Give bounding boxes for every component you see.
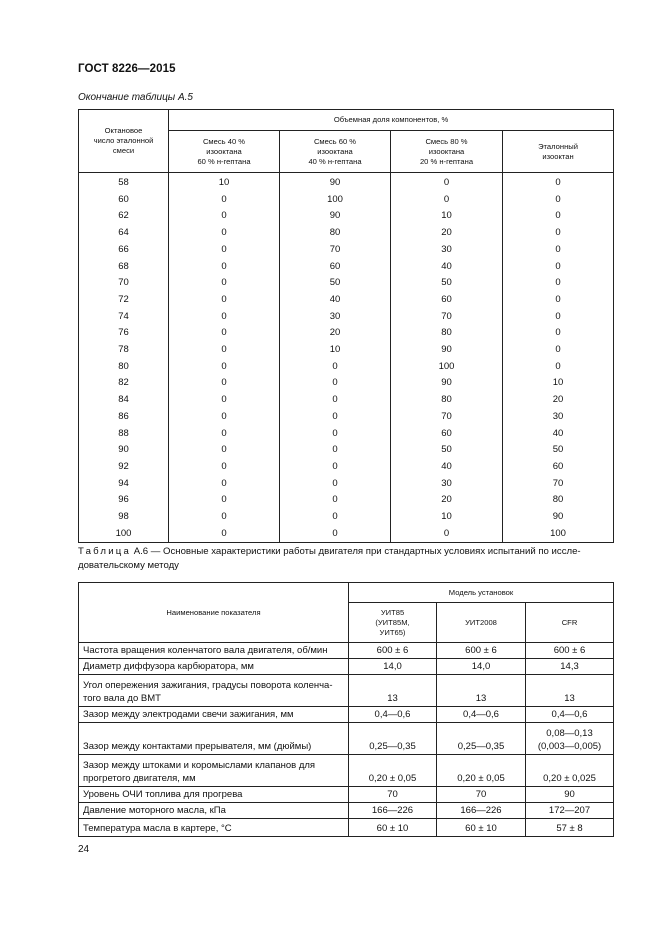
table-row: [79, 225, 614, 242]
volume-share-cell: 70: [391, 409, 503, 426]
table-row: [79, 342, 614, 359]
table-row: [79, 723, 614, 755]
model-value-cell: 13: [437, 675, 526, 707]
volume-share-cell: 60: [391, 426, 503, 443]
volume-share-cell: 0: [280, 359, 391, 376]
volume-share-cell: 100: [391, 359, 503, 376]
octane-number-cell: 66: [79, 242, 169, 259]
table-row: [79, 707, 614, 723]
table-a5-continuation-caption: Окончание таблицы А.5: [78, 92, 193, 103]
indicator-name-cell: Частота вращения коленчатого вала двигателя, об/мин: [79, 643, 349, 659]
table-row: [79, 208, 614, 225]
table-row: [79, 526, 614, 543]
volume-share-cell: 0: [503, 192, 614, 209]
model-value-cell: 600 ± 6: [349, 643, 437, 659]
octane-number-cell: 80: [79, 359, 169, 376]
table-a6-caption-label: Таблица: [78, 546, 132, 557]
table-row: [79, 819, 614, 837]
table-row: [79, 292, 614, 309]
volume-share-cell: 0: [169, 442, 280, 459]
volume-share-cell: 0: [169, 208, 280, 225]
table-row: [79, 309, 614, 326]
volume-share-cell: 0: [280, 492, 391, 509]
volume-share-cell: 10: [391, 208, 503, 225]
model-uit2008-header: УИТ2008: [437, 603, 526, 643]
model-value-cell: 13: [349, 675, 437, 707]
mix-40-header: Смесь 40 % изооктана 60 % н-гептана: [169, 131, 280, 173]
table-row: [79, 755, 614, 787]
volume-share-cell: 90: [391, 342, 503, 359]
table-a6-body: [79, 643, 614, 837]
volume-share-cell: 60: [280, 259, 391, 276]
volume-share-cell: 20: [280, 325, 391, 342]
table-row: [79, 409, 614, 426]
table-a5-body: [79, 173, 614, 543]
volume-share-cell: 30: [391, 476, 503, 493]
volume-share-cell: 0: [503, 173, 614, 192]
volume-share-cell: 50: [391, 275, 503, 292]
model-value-cell: 70: [437, 787, 526, 803]
volume-share-cell: 0: [169, 526, 280, 543]
octane-number-cell: 72: [79, 292, 169, 309]
volume-share-cell: 0: [169, 275, 280, 292]
table-row: [79, 509, 614, 526]
volume-share-cell: 50: [280, 275, 391, 292]
model-value-cell: 14,3: [526, 659, 614, 675]
octane-number-cell: 74: [79, 309, 169, 326]
volume-share-cell: 0: [169, 359, 280, 376]
volume-share-cell: 0: [169, 259, 280, 276]
volume-share-cell: 0: [280, 409, 391, 426]
table-row: [79, 492, 614, 509]
volume-share-cell: 0: [503, 325, 614, 342]
volume-share-cell: 20: [391, 492, 503, 509]
volume-share-cell: 0: [503, 275, 614, 292]
octane-number-cell: 90: [79, 442, 169, 459]
model-value-cell: 0,4—0,6: [349, 707, 437, 723]
volume-share-cell: 90: [280, 173, 391, 192]
octane-number-cell: 82: [79, 375, 169, 392]
model-value-cell: 60 ± 10: [437, 819, 526, 837]
volume-share-cell: 60: [391, 292, 503, 309]
indicator-name-cell: Зазор между электродами свечи зажигания, мм: [79, 707, 349, 723]
volume-share-cell: 10: [503, 375, 614, 392]
volume-share-cell: 90: [503, 509, 614, 526]
volume-share-cell: 0: [503, 292, 614, 309]
volume-share-cell: 0: [391, 192, 503, 209]
indicator-name-cell: Зазор между контактами прерывателя, мм (дюймы): [79, 723, 349, 755]
table-row: [79, 275, 614, 292]
volume-share-cell: 0: [169, 409, 280, 426]
table-row: [79, 442, 614, 459]
volume-share-cell: 20: [503, 392, 614, 409]
volume-share-cell: 0: [503, 208, 614, 225]
volume-share-cell: 0: [169, 426, 280, 443]
volume-share-cell: 0: [169, 342, 280, 359]
table-row: [79, 192, 614, 209]
volume-share-cell: 0: [169, 225, 280, 242]
volume-share-cell: 0: [280, 375, 391, 392]
indicator-name-cell: Уровень ОЧИ топлива для прогрева: [79, 787, 349, 803]
table-row: [79, 242, 614, 259]
volume-share-cell: 0: [503, 359, 614, 376]
volume-share-cell: 50: [503, 442, 614, 459]
model-value-cell: 166—226: [437, 803, 526, 819]
octane-number-cell: 64: [79, 225, 169, 242]
indicator-name-cell: Угол опережения зажигания, градусы поворота коленча-того вала до ВМТ: [79, 675, 349, 707]
octane-number-cell: 86: [79, 409, 169, 426]
volume-share-cell: 0: [280, 476, 391, 493]
octane-column-header: Октановое число эталонной смеси: [79, 110, 169, 173]
indicator-name-cell: Зазор между штоками и коромыслами клапанов для прогретого двигателя, мм: [79, 755, 349, 787]
volume-share-cell: 0: [169, 192, 280, 209]
model-value-cell: 0,4—0,6: [437, 707, 526, 723]
volume-share-cell: 40: [391, 259, 503, 276]
model-value-cell: 57 ± 8: [526, 819, 614, 837]
model-value-cell: 172—207: [526, 803, 614, 819]
octane-number-cell: 96: [79, 492, 169, 509]
model-value-cell: 600 ± 6: [526, 643, 614, 659]
volume-share-cell: 0: [503, 242, 614, 259]
volume-share-cell: 0: [169, 325, 280, 342]
octane-number-cell: 70: [79, 275, 169, 292]
reference-isooctane-header: Эталонный изооктан: [503, 131, 614, 173]
page-number: 24: [78, 844, 90, 855]
model-value-cell: 0,20 ± 0,05: [437, 755, 526, 787]
mix-60-header: Смесь 60 % изооктана 40 % н-гептана: [280, 131, 391, 173]
volume-share-cell: 40: [391, 459, 503, 476]
volume-share-cell: 90: [280, 208, 391, 225]
model-value-cell: 0,25—0,35: [437, 723, 526, 755]
volume-share-cell: 0: [503, 342, 614, 359]
volume-share-cell: 70: [391, 309, 503, 326]
table-a6-caption: [78, 545, 613, 573]
volume-share-cell: 0: [280, 426, 391, 443]
table-row: [79, 787, 614, 803]
volume-share-cell: 80: [503, 492, 614, 509]
volume-share-cell: 30: [503, 409, 614, 426]
table-row: [79, 359, 614, 376]
volume-share-cell: 80: [391, 325, 503, 342]
volume-share-cell: 0: [280, 526, 391, 543]
model-value-cell: 600 ± 6: [437, 643, 526, 659]
volume-share-cell: 0: [169, 492, 280, 509]
table-a5: [78, 109, 614, 543]
volume-share-cell: 90: [391, 375, 503, 392]
table-row: [79, 173, 614, 192]
volume-share-cell: 60: [503, 459, 614, 476]
volume-share-cell: 0: [503, 259, 614, 276]
volume-share-cell: 0: [503, 225, 614, 242]
volume-share-cell: 70: [503, 476, 614, 493]
component-share-group-header: Объемная доля компонентов, %: [169, 110, 614, 131]
table-row: [79, 659, 614, 675]
volume-share-cell: 0: [503, 309, 614, 326]
indicator-name-cell: Диаметр диффузора карбюратора, мм: [79, 659, 349, 675]
model-value-cell: 14,0: [437, 659, 526, 675]
volume-share-cell: 0: [280, 392, 391, 409]
table-row: [79, 476, 614, 493]
volume-share-cell: 10: [280, 342, 391, 359]
mix-80-header: Смесь 80 % изооктана 20 % н-гептана: [391, 131, 503, 173]
volume-share-cell: 30: [391, 242, 503, 259]
table-row: [79, 643, 614, 659]
volume-share-cell: 0: [280, 442, 391, 459]
octane-number-cell: 58: [79, 173, 169, 192]
octane-number-cell: 78: [79, 342, 169, 359]
volume-share-cell: 0: [391, 173, 503, 192]
installation-model-group-header: Модель установок: [349, 583, 614, 603]
volume-share-cell: 0: [280, 459, 391, 476]
octane-number-cell: 76: [79, 325, 169, 342]
standard-header: ГОСТ 8226—2015: [78, 63, 176, 75]
volume-share-cell: 0: [169, 242, 280, 259]
octane-number-cell: 100: [79, 526, 169, 543]
model-value-cell: 14,0: [349, 659, 437, 675]
table-row: [79, 392, 614, 409]
volume-share-cell: 0: [169, 375, 280, 392]
table-a6-caption-text: — Основные характеристики работы двигателя при стандартных условиях испытаний по иссле-довательскому методу: [78, 546, 581, 571]
model-value-cell: 13: [526, 675, 614, 707]
volume-share-cell: 0: [169, 292, 280, 309]
indicator-name-header: Наименование показателя: [79, 583, 349, 643]
octane-number-cell: 68: [79, 259, 169, 276]
volume-share-cell: 0: [391, 526, 503, 543]
table-row: [79, 259, 614, 276]
indicator-name-cell: Температура масла в картере, °С: [79, 819, 349, 837]
octane-number-cell: 88: [79, 426, 169, 443]
volume-share-cell: 0: [280, 509, 391, 526]
volume-share-cell: 40: [503, 426, 614, 443]
table-row: [79, 459, 614, 476]
octane-number-cell: 60: [79, 192, 169, 209]
model-value-cell: 60 ± 10: [349, 819, 437, 837]
octane-number-cell: 92: [79, 459, 169, 476]
volume-share-cell: 80: [391, 392, 503, 409]
model-value-cell: 0,08—0,13 (0,003—0,005): [526, 723, 614, 755]
volume-share-cell: 70: [280, 242, 391, 259]
volume-share-cell: 10: [169, 173, 280, 192]
volume-share-cell: 0: [169, 509, 280, 526]
volume-share-cell: 0: [169, 392, 280, 409]
table-a6: [78, 582, 614, 837]
model-cfr-header: CFR: [526, 603, 614, 643]
indicator-name-cell: Давление моторного масла, кПа: [79, 803, 349, 819]
table-row: [79, 325, 614, 342]
table-row: [79, 426, 614, 443]
volume-share-cell: 30: [280, 309, 391, 326]
model-value-cell: 70: [349, 787, 437, 803]
volume-share-cell: 100: [280, 192, 391, 209]
volume-share-cell: 0: [169, 309, 280, 326]
volume-share-cell: 20: [391, 225, 503, 242]
table-a6-caption-number: А.6: [133, 546, 149, 557]
model-uit85-header: УИТ85 (УИТ85М, УИТ65): [349, 603, 437, 643]
octane-number-cell: 98: [79, 509, 169, 526]
table-row: [79, 375, 614, 392]
volume-share-cell: 10: [391, 509, 503, 526]
volume-share-cell: 0: [169, 476, 280, 493]
model-value-cell: 90: [526, 787, 614, 803]
octane-number-cell: 84: [79, 392, 169, 409]
model-value-cell: 0,4—0,6: [526, 707, 614, 723]
octane-number-cell: 62: [79, 208, 169, 225]
volume-share-cell: 0: [169, 459, 280, 476]
volume-share-cell: 100: [503, 526, 614, 543]
volume-share-cell: 50: [391, 442, 503, 459]
model-value-cell: 0,25—0,35: [349, 723, 437, 755]
octane-number-cell: 94: [79, 476, 169, 493]
table-row: [79, 675, 614, 707]
model-value-cell: 166—226: [349, 803, 437, 819]
model-value-cell: 0,20 ± 0,025: [526, 755, 614, 787]
model-value-cell: 0,20 ± 0,05: [349, 755, 437, 787]
table-row: [79, 803, 614, 819]
volume-share-cell: 80: [280, 225, 391, 242]
volume-share-cell: 40: [280, 292, 391, 309]
